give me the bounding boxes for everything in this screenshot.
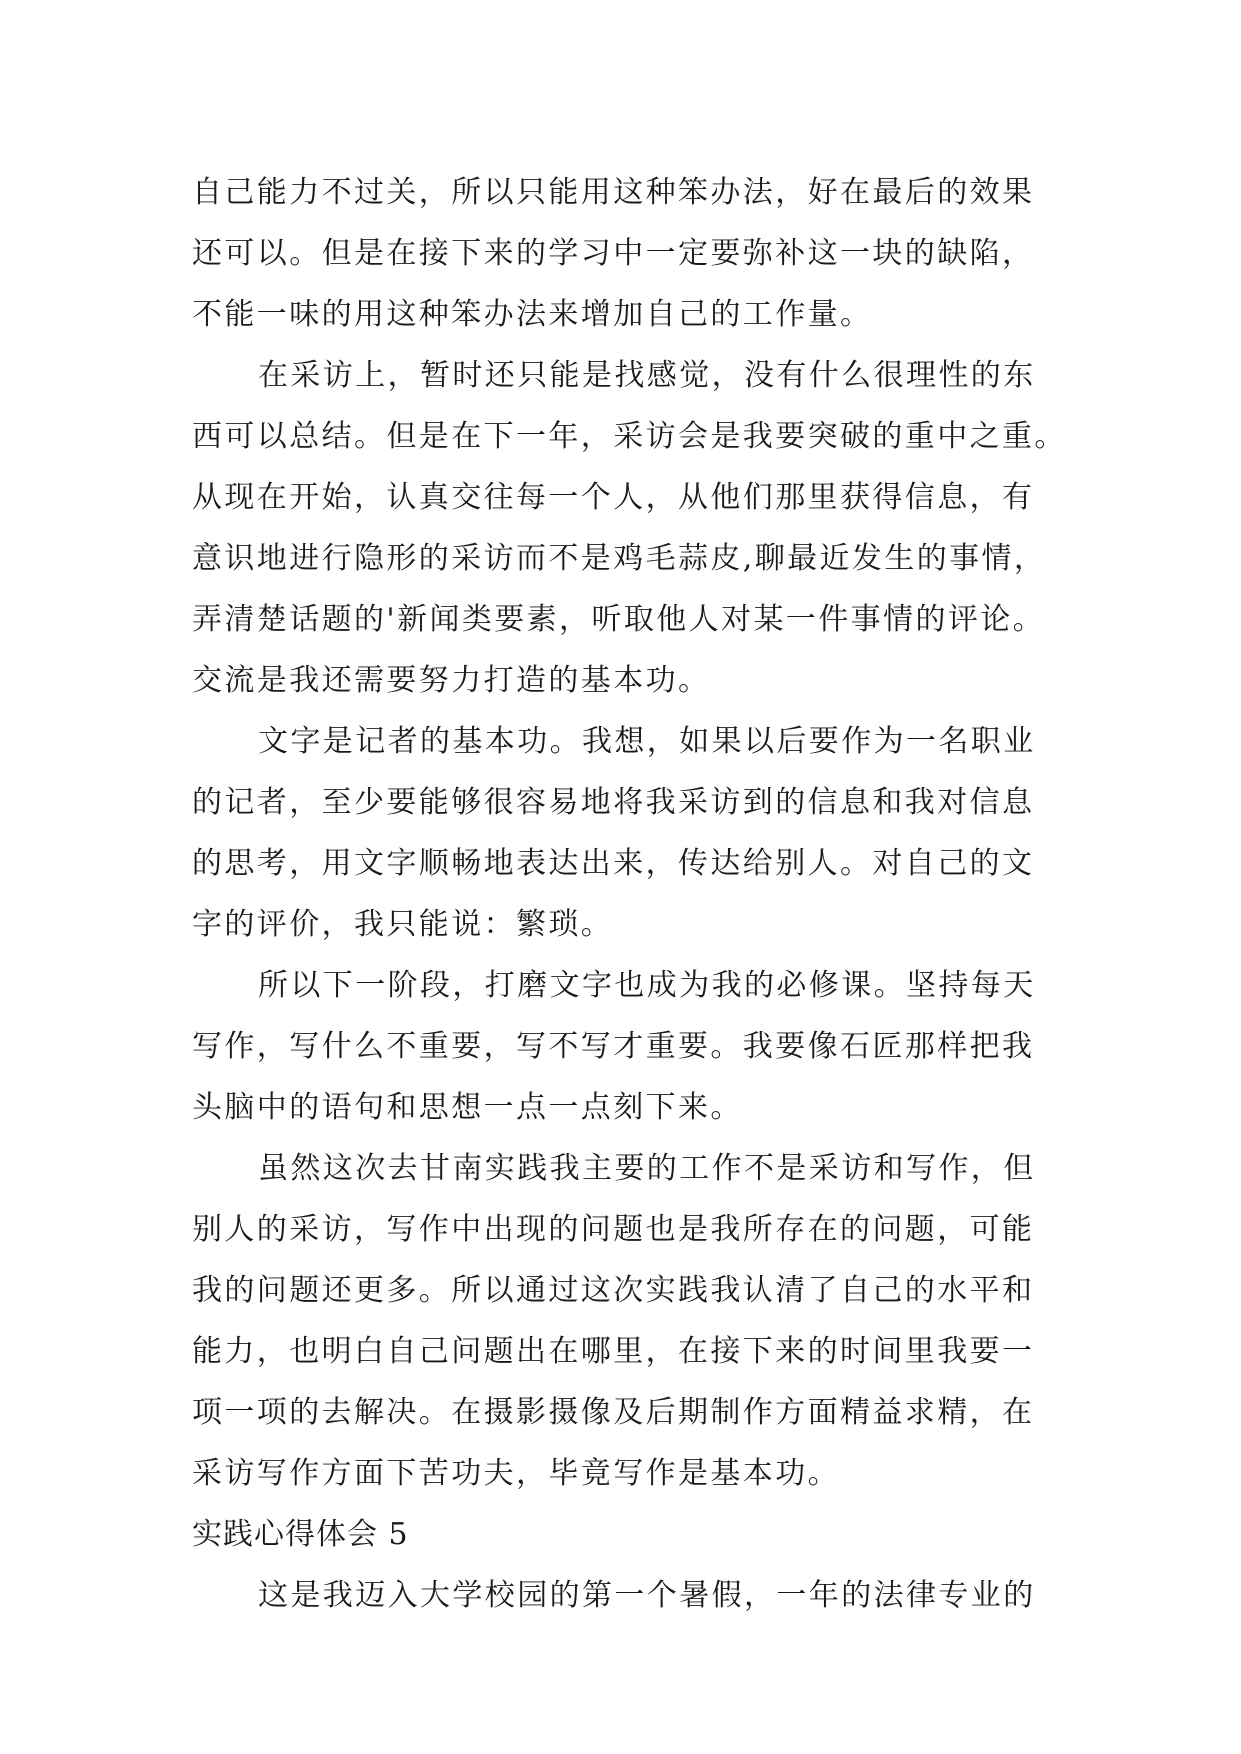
section-heading: 实践心得体会 5 — [192, 1517, 409, 1552]
paragraph-3: 文字是记者的基本功。我想，如果以后要作为一名职业 的记者，至少要能够很容易地将我采访到的信息和我对信息 的思考，用文字顺畅地表达出来，传达给别人。对自己的文 字的评价，我只能说：繁琐。 — [192, 724, 1036, 942]
paragraph-6: 这是我迈入大学校园的第一个暑假，一年的法律专业的 — [258, 1578, 1036, 1613]
paragraph-4: 所以下一阶段，打磨文字也成为我的必修课。坚持每天 写作，写什么不重要，写不写才重要。我要像石匠那样把我 头脑中的语句和思想一点一点刻下来。 — [192, 968, 1036, 1125]
paragraph-5: 虽然这次去甘南实践我主要的工作不是采访和写作，但 别人的采访，写作中出现的问题也是我所存在的问题，可能 我的问题还更多。所以通过这次实践我认清了自己的水平和 能力，也明白自己问题出在哪里，在接下来的时间里我要一 项一项的去解决。在摄影摄像及后期制作方面精益求精，在 采访写作方面下苦功夫，毕竟写作是基本功。 — [192, 1151, 1036, 1491]
paragraph-2: 在采访上，暂时还只能是找感觉，没有什么很理性的东 西可以总结。但是在下一年，采访会是我要突破的重中之重。 从现在开始，认真交往每一个人，从他们那里获得信息，有 意识地进行隐形的采访而不是鸡毛蒜皮,聊最近发生的事情， 弄清楚话题的'新闻类要素，听取他人对某一件事情的评论。 交流是我还需要努力打造的基本功。 — [192, 358, 1067, 698]
paragraph-1: 自己能力不过关，所以只能用这种笨办法，好在最后的效果 还可以。但是在接下来的学习中一定要弥补这一块的缺陷， 不能一味的用这种笨办法来增加自己的工作量。 — [192, 175, 1035, 332]
document-body — [192, 162, 1072, 1626]
